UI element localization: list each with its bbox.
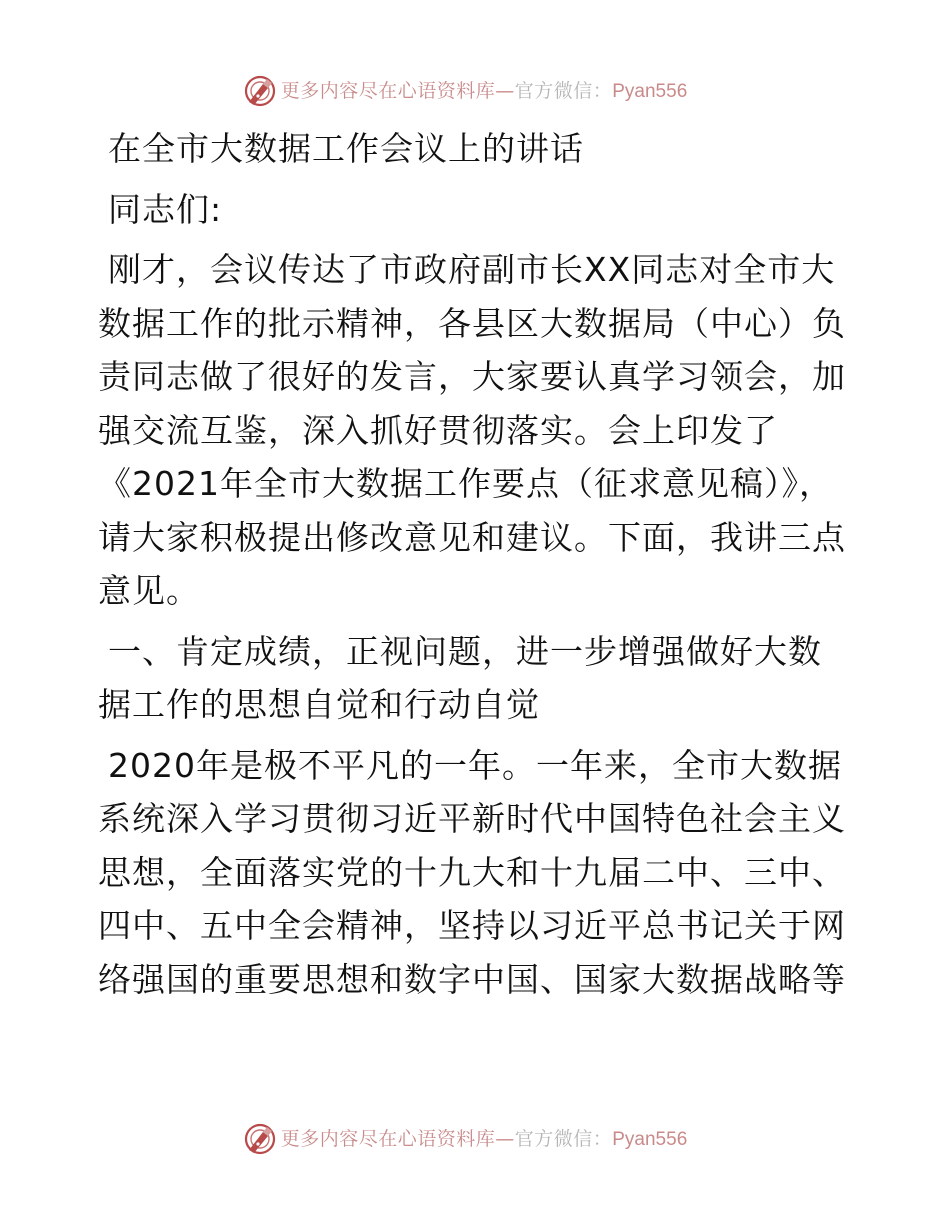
paragraph-line: 请大家积极提出修改意见和建议。下面，我讲三点 — [98, 517, 846, 557]
paragraph-line: 意见。 — [98, 571, 200, 610]
salutation: 同志们: — [108, 189, 223, 229]
paragraph-line: 数据工作的批示精神，各县区大数据局（中心）负 — [98, 303, 846, 343]
footer-watermark-banner — [0, 1119, 950, 1159]
watermark-text — [280, 79, 688, 102]
pen-logo-icon — [243, 1122, 277, 1156]
watermark-wechat-id: Pyan556 — [612, 80, 688, 102]
paragraph-2020-review — [98, 739, 848, 1007]
paragraph-line: 四中、五中全会精神，坚持以习近平总书记关于网 — [98, 906, 846, 945]
watermark-group — [243, 1122, 688, 1156]
watermark-wechat-label: 官方微信： — [514, 79, 613, 102]
document-body — [98, 122, 848, 1006]
paragraph-line: 强交流互鉴，深入抓好贯彻落实。会上印发了 — [98, 410, 778, 450]
watermark-wechat-label: 官方微信： — [514, 1127, 613, 1150]
paragraph-line: 络强国的重要思想和数字中国、国家大数据战略等 — [98, 959, 846, 999]
paragraph-line: 2020年是极不平凡的一年。一年来，全市大数据 — [108, 745, 842, 785]
heading-line: 一、肯定成绩，正视问题，进一步增强做好大数 — [108, 631, 822, 671]
paragraph-line: 责同志做了很好的发言，大家要认真学习领会，加 — [98, 357, 846, 396]
paragraph-line: 刚才，会议传达了市政府副市长XX同志对全市大 — [108, 250, 836, 289]
watermark-wechat-id: Pyan556 — [612, 1128, 688, 1150]
section-heading-1 — [98, 625, 848, 732]
paragraph-line: 《2021年全市大数据工作要点（征求意见稿）》， — [98, 464, 833, 503]
watermark-main-text: 更多内容尽在心语资料库— — [280, 1127, 515, 1150]
paragraph-intro — [98, 243, 848, 618]
document-title: 在全市大数据工作会议上的讲话 — [108, 129, 584, 168]
paragraph-line: 思想，全面落实党的十九大和十九届二中、三中、 — [98, 852, 846, 892]
watermark-group — [243, 74, 688, 108]
watermark-text — [280, 1127, 688, 1150]
pen-logo-icon — [243, 74, 277, 108]
watermark-main-text: 更多内容尽在心语资料库— — [280, 79, 515, 102]
header-watermark-banner — [0, 71, 950, 111]
heading-line: 据工作的思想自觉和行动自觉 — [98, 685, 540, 724]
paragraph-line: 系统深入学习贯彻习近平新时代中国特色社会主义 — [98, 799, 846, 838]
